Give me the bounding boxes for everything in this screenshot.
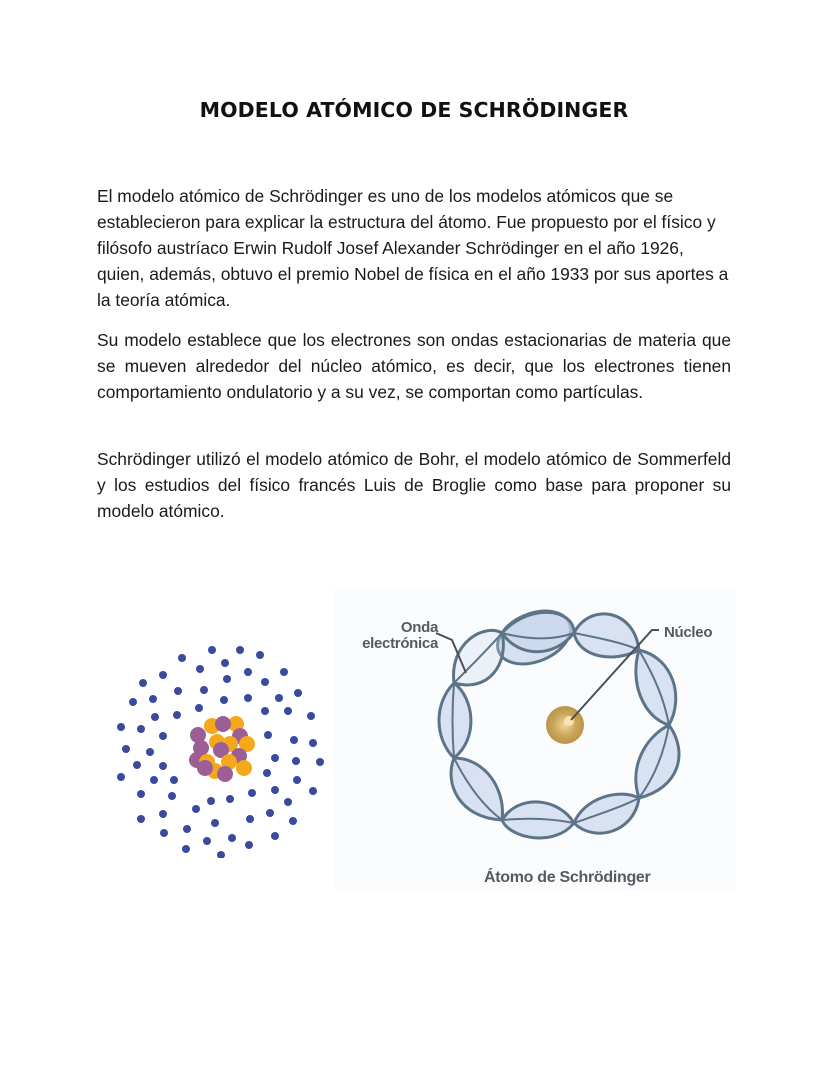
electron-cloud-figure	[105, 628, 325, 858]
schrodinger-atom-figure	[334, 588, 736, 890]
paragraph-basis: Schrödinger utilizó el modelo atómico de Bohr, el modelo atómico de Sommerfeld y los estudios del físico francés Luis de Broglie como base para proponer su modelo atómico.	[97, 449, 731, 521]
electron-cloud-icon	[105, 628, 325, 858]
paragraph-model: Su modelo establece que los electrones son ondas estacionarias de materia que se mueven alrededor del núcleo atómico, es decir, que los electrones tienen comportamiento ondulatorio y a su vez, se comportan como partículas.	[97, 330, 731, 402]
page-title: MODELO ATÓMICO DE SCHRÖDINGER	[199, 98, 629, 122]
nucleus-cluster	[189, 716, 255, 782]
label-onda-line1: Onda	[400, 619, 438, 636]
label-nucleo: Núcleo	[664, 624, 713, 641]
figure-caption: Átomo de Schrödinger	[484, 869, 651, 886]
paragraph-intro: El modelo atómico de Schrödinger es uno de los modelos atómicos que se establecieron para explicar la estructura del átomo. Fue propuesto por el físico y filósofo austríaco Erwin Rudolf Josef Alexander Schrödinger en el año 1926, quien, además, obtuvo el premio Nobel de física en el año 1933 por sus aportes a la teoría atómica.	[97, 186, 729, 310]
label-onda-electronica	[342, 620, 438, 652]
label-onda-line2: electrónica	[362, 635, 438, 652]
